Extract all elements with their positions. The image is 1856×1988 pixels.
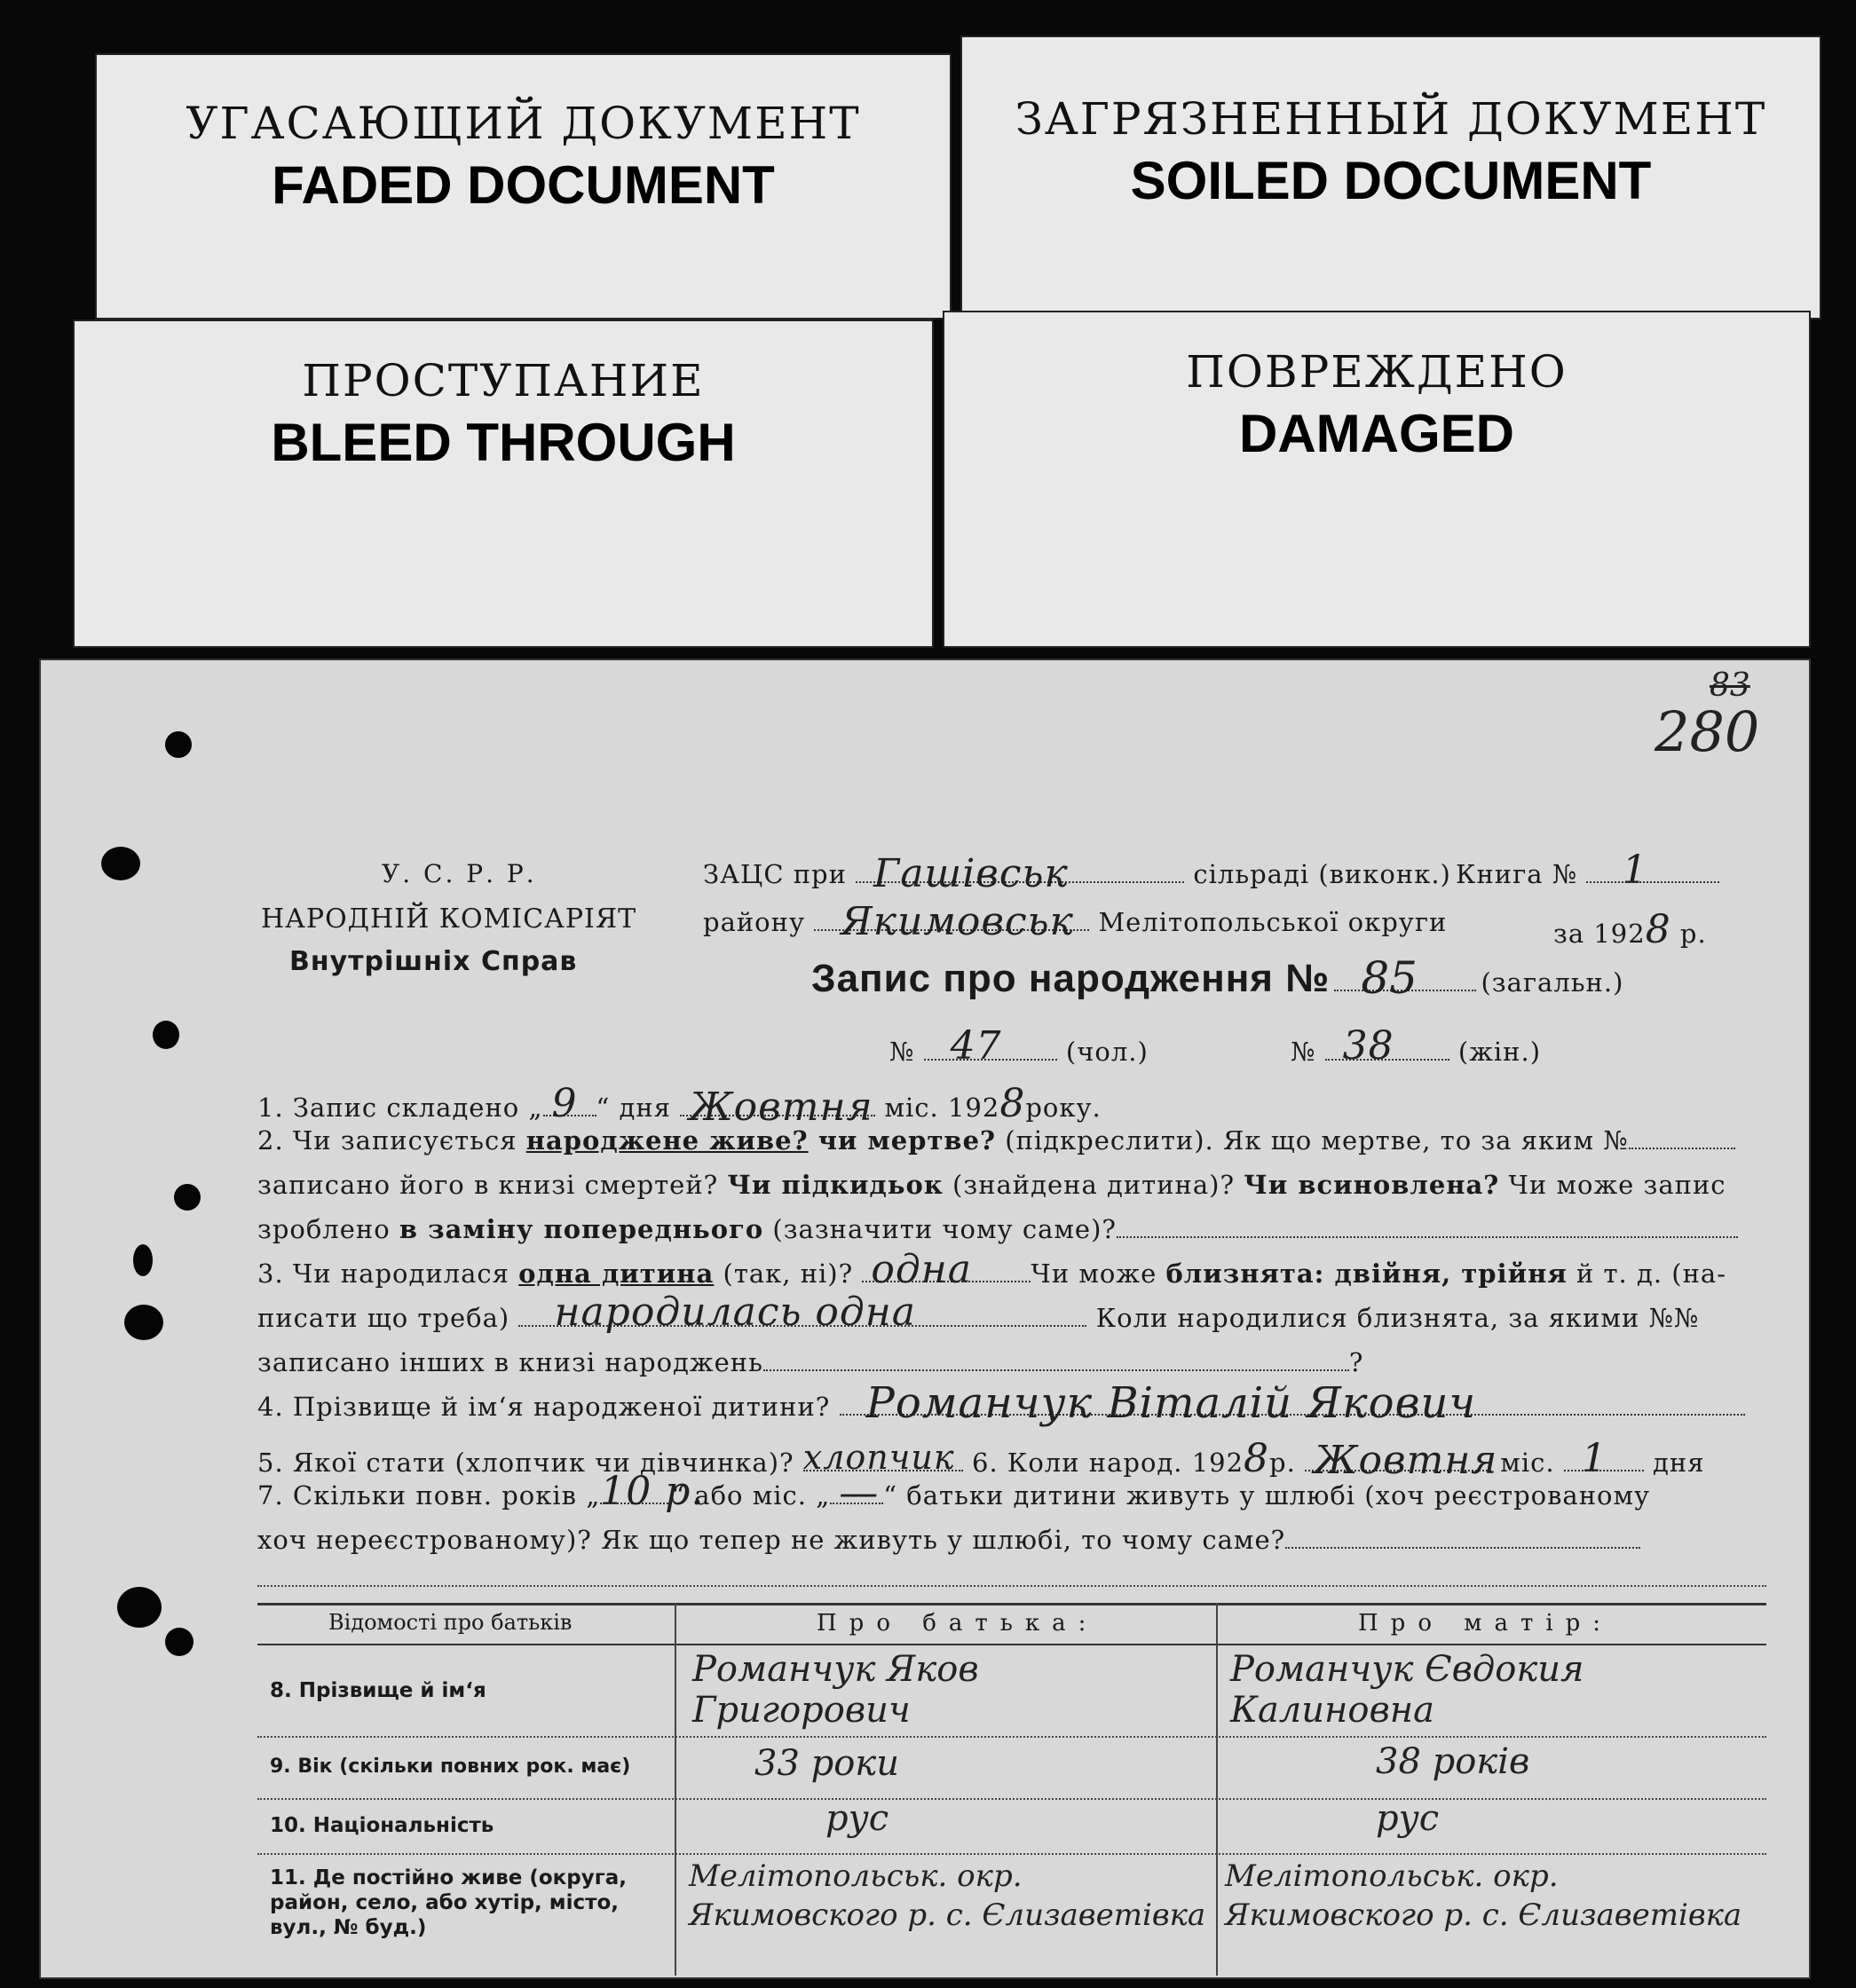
card-english-label: FADED DOCUMENT: [272, 155, 775, 215]
table-column-divider: [675, 1603, 676, 1976]
punch-hole-icon: [101, 847, 140, 880]
q3-text: (так, ні)?: [714, 1258, 854, 1289]
q7-text: хоч нереєстрованому)? Як що тепер не живуть у шлюбі, то чому саме?: [257, 1525, 1286, 1555]
col-mother: Про матір:: [1358, 1610, 1614, 1637]
q2-adopted: Чи всиновлена?: [1244, 1170, 1500, 1200]
birth-year-value: 8: [1244, 1436, 1270, 1481]
female-number-value: 38: [1342, 1023, 1394, 1069]
father-residence-value: Мелітопольськ. окр. Якимовского р. с. Єлизаветівка: [689, 1858, 1206, 1933]
book-number-value: 1: [1622, 848, 1648, 893]
no-label: №: [1291, 1037, 1316, 1067]
q1-text: 1. Запис складено „: [257, 1093, 543, 1123]
q2-alive: народжене живе?: [525, 1125, 809, 1156]
zags-label: ЗАЦС при: [703, 859, 847, 889]
q6-text: міс.: [1500, 1448, 1555, 1478]
record-number-value: 85: [1361, 952, 1418, 1004]
q7-text: “ батьки дитини живуть у шлюбі (хоч реєстрованому: [883, 1480, 1651, 1511]
question-1: [257, 1081, 1102, 1130]
q3-text: Чи може: [1031, 1258, 1166, 1289]
punch-hole-icon: [165, 731, 192, 758]
punch-hole-icon: [174, 1184, 201, 1211]
book-label: Книга №: [1456, 859, 1578, 889]
year-suffix: р.: [1679, 919, 1707, 949]
punch-hole-icon: [153, 1021, 179, 1049]
twins-value: народилась одна: [554, 1290, 916, 1335]
bleed-through-card: [73, 320, 934, 648]
q3-text: 3. Чи народилася: [257, 1258, 519, 1289]
male-number-value: 47: [950, 1023, 1002, 1069]
question-3: [257, 1247, 1727, 1292]
father-nationality-value: рус: [825, 1798, 889, 1839]
q6-text: дня: [1653, 1448, 1705, 1478]
birth-month-value: Жовтня: [1314, 1438, 1498, 1483]
q3-text: писати що треба): [257, 1303, 510, 1333]
table-column-divider: [1216, 1603, 1218, 1976]
rayon-value: Якимовськ: [841, 899, 1074, 944]
birth-day-value: 1: [1581, 1436, 1607, 1481]
birth-record-form: [39, 659, 1811, 1979]
q1-text: року.: [1025, 1093, 1102, 1123]
question-2-cont: [257, 1170, 1726, 1200]
parents-table: [257, 1603, 1766, 1976]
record-day-value: 9: [551, 1081, 578, 1126]
table-border: [257, 1644, 1766, 1645]
question-7-cont: [257, 1525, 1640, 1555]
male-number-line: [889, 1023, 1149, 1069]
father-age-value: 33 роки: [754, 1743, 899, 1784]
rayon-line: [703, 899, 1448, 944]
card-english-label: DAMAGED: [1239, 404, 1514, 463]
question-3-cont2: [257, 1347, 1363, 1377]
punch-hole-icon: [133, 1244, 153, 1276]
mother-nationality-value: рус: [1376, 1798, 1440, 1839]
card-russian-label: ЗАГРЯЗНЕННЫЙ ДОКУМЕНТ: [1015, 93, 1767, 145]
general-label: (загальн.): [1481, 967, 1624, 998]
q2-text: (підкреслити). Як що мертве, то за яким №: [996, 1125, 1629, 1156]
row-label-name: 8. Прізвище й ім‘я: [270, 1679, 486, 1702]
q3-text: й т. д. (на-: [1567, 1258, 1727, 1289]
q2-text: (зазначити чому саме)?: [763, 1214, 1117, 1244]
card-english-label: BLEED THROUGH: [271, 413, 736, 472]
question-2: [257, 1125, 1735, 1156]
marriage-years-value: 10 р.: [600, 1469, 705, 1514]
q7-text: 7. Скільки повн. років „: [257, 1480, 601, 1511]
female-number-line: [1291, 1023, 1542, 1069]
mother-age-value: 38 років: [1376, 1741, 1530, 1782]
divider: [257, 1585, 1766, 1587]
card-english-label: SOILED DOCUMENT: [1130, 151, 1652, 210]
sex-value: хлопчик: [802, 1438, 955, 1477]
record-year-value: 8: [999, 1081, 1026, 1126]
col-parents-info: Відомості про батьків: [328, 1610, 573, 1635]
record-month-value: Жовтня: [689, 1085, 873, 1130]
q2-text: (знайдена дитина)?: [943, 1170, 1244, 1200]
corner-number-struck: 83: [1710, 667, 1750, 704]
q3-text: записано інших в книзі народжень: [257, 1347, 763, 1377]
record-title-line: [811, 952, 1624, 1004]
punch-hole-icon: [124, 1305, 163, 1340]
marriage-months-value: —: [839, 1471, 880, 1516]
soiled-document-card: [960, 36, 1821, 320]
punch-hole-icon: [117, 1587, 162, 1628]
q6-text: р.: [1269, 1448, 1296, 1478]
rayon-label: району: [703, 907, 806, 937]
father-name-value: Романчук Яков Григорович: [692, 1649, 979, 1731]
card-russian-label: ПРОСТУПАНИЕ: [302, 355, 705, 406]
header-ussr: У. С. Р. Р.: [382, 859, 537, 888]
year-line: [1553, 907, 1707, 952]
question-7: [257, 1469, 1651, 1516]
header-commissariat: НАРОДНІЙ КОМІСАРІЯТ: [261, 903, 637, 935]
punch-hole-icon: [165, 1628, 193, 1656]
council-label: сільраді (виконк.): [1193, 859, 1451, 889]
q2-replacement: в заміну попереднього: [399, 1214, 764, 1244]
book-line: [1456, 848, 1719, 893]
row-label-age: 9. Вік (скільки повних рок. має): [270, 1755, 631, 1778]
table-row-divider: [257, 1798, 1766, 1800]
question-2-cont2: [257, 1214, 1738, 1244]
q2-dead: чи мертве?: [808, 1125, 997, 1156]
okrug-label: Мелітопольської округи: [1098, 907, 1448, 937]
table-row-divider: [257, 1853, 1766, 1855]
row-label-residence: 11. Де постійно живе (округа, район, село, або хутір, місто, вул., № буд.): [270, 1866, 628, 1939]
no-label: №: [889, 1037, 915, 1067]
year-value: 8: [1645, 907, 1671, 952]
table-border: [257, 1603, 1766, 1605]
record-title: Запис про народження №: [811, 957, 1331, 1000]
q2-foundling: Чи підкидьок: [727, 1170, 944, 1200]
card-russian-label: ПОВРЕЖДЕНО: [1186, 346, 1568, 398]
q4-text: 4. Прізвище й ім‘я народженої дитини?: [257, 1392, 831, 1422]
table-row-divider: [257, 1736, 1766, 1738]
corner-number: 280: [1655, 699, 1760, 764]
q1-text: “ дня: [596, 1093, 672, 1123]
q3-text: ?: [1348, 1347, 1364, 1377]
q2-text: зроблено: [257, 1214, 399, 1244]
q3-one-child: одна дитина: [518, 1258, 715, 1289]
damaged-card: [943, 311, 1811, 648]
row-label-nationality: 10. Національність: [270, 1814, 494, 1837]
q3-twins: близнята: двійня, трійня: [1165, 1258, 1568, 1289]
female-label: (жін.): [1457, 1037, 1542, 1067]
q7-text: “ або міс. „: [671, 1480, 831, 1511]
zags-line: [703, 851, 1451, 896]
village-council-value: Гашівськ: [873, 851, 1069, 896]
question-5: [257, 1436, 1705, 1481]
header-internal-affairs: Внутрішніх Справ: [289, 946, 578, 977]
col-father: Про батька:: [817, 1610, 1099, 1637]
faded-document-card: [95, 53, 952, 320]
q2-text: Чи може запис: [1499, 1170, 1726, 1200]
q1-text: міс. 192: [884, 1093, 1000, 1123]
one-child-value: одна: [871, 1247, 972, 1292]
child-name-value: Романчук Віталій Якович: [865, 1378, 1477, 1428]
male-label: (чол.): [1065, 1037, 1149, 1067]
q6-text: 6. Коли народ. 192: [972, 1448, 1244, 1478]
card-russian-label: УГАСАЮЩИЙ ДОКУМЕНТ: [186, 98, 861, 149]
mother-residence-value: Мелітопольськ. окр. Якимовского р. с. Єлизаветівка: [1225, 1858, 1742, 1933]
q2-text: записано його в книзі смертей?: [257, 1170, 728, 1200]
mother-name-value: Романчук Євдокия Калиновна: [1230, 1649, 1584, 1731]
question-4: [257, 1378, 1745, 1428]
q3-text: Коли народилися близнята, за якими №№: [1095, 1303, 1700, 1333]
year-label: за 192: [1553, 919, 1646, 949]
q2-text: 2. Чи записується: [257, 1125, 526, 1156]
q5-text: 5. Якої стати (хлопчик чи дівчинка)?: [257, 1448, 794, 1478]
question-3-cont: [257, 1290, 1700, 1335]
